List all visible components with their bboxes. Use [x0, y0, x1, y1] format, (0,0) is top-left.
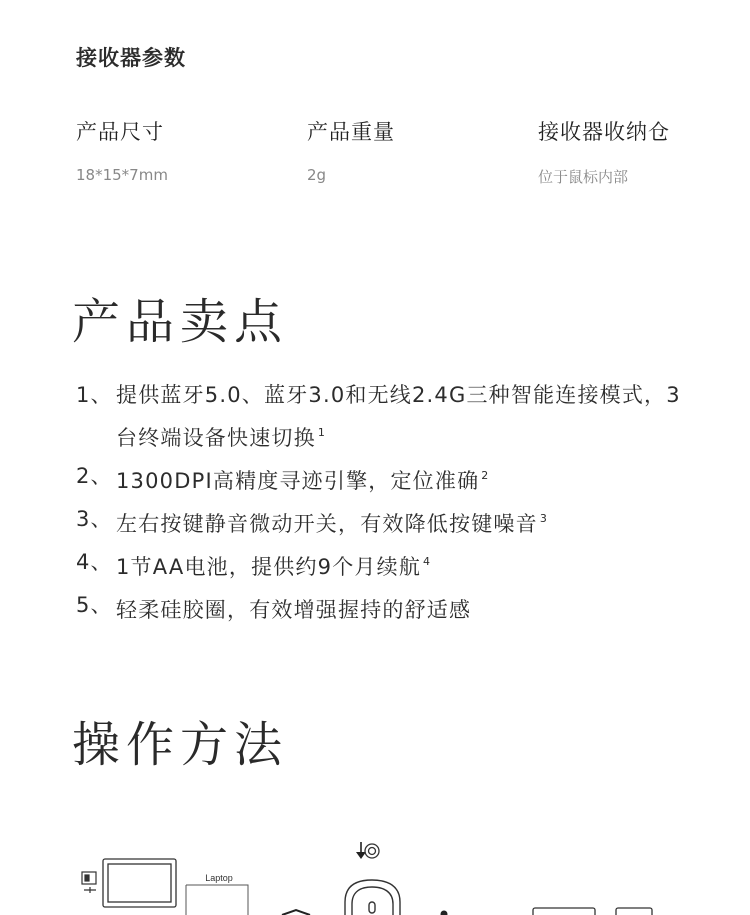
- power-button-icon: [365, 844, 379, 858]
- device-icon: [533, 908, 652, 915]
- spec-storage: [538, 116, 750, 187]
- item-text: 1300DPI高精度寻迹引擎，定位准确: [116, 469, 480, 493]
- arrow-decor: [282, 910, 447, 915]
- list-item: [76, 543, 696, 586]
- item-number: 1、: [76, 383, 113, 407]
- operation-heading: 操作方法: [72, 717, 289, 773]
- footnote-marker: 1: [317, 426, 327, 439]
- spec-size: [76, 116, 296, 184]
- footnote-marker: 3: [539, 512, 549, 525]
- list-item: [76, 457, 696, 500]
- footnote-marker: 4: [423, 555, 432, 568]
- laptop-icon: [103, 859, 176, 907]
- spec-size-value: 18*15*7mm: [76, 166, 168, 184]
- item-number: 3、: [76, 507, 113, 531]
- item-number: 4、: [76, 550, 113, 574]
- footnote-marker: 2: [481, 469, 490, 482]
- usb-receiver-icon: [82, 872, 96, 893]
- item-number: 5、: [76, 593, 113, 617]
- connector-line: [186, 885, 248, 915]
- item-text: 轻柔硅胶圈，有效增强握持的舒适感: [116, 598, 472, 622]
- operation-diagram: [0, 830, 750, 915]
- list-item: [76, 500, 696, 543]
- mouse-icon: [345, 880, 400, 915]
- selling-points-list: [76, 376, 696, 629]
- spec-size-label: 产品尺寸: [76, 120, 164, 144]
- item-text: 左右按键静音微动开关，有效降低按键噪音: [116, 512, 538, 536]
- item-text: 1节AA电池，提供约9个月续航: [116, 555, 422, 579]
- item-number: 2、: [76, 464, 113, 488]
- spec-weight: [307, 116, 527, 184]
- spec-storage-value: 位于鼠标内部: [538, 168, 629, 186]
- laptop-label: Laptop: [205, 873, 233, 883]
- list-item: [76, 586, 696, 629]
- spec-weight-value: 2g: [307, 166, 327, 184]
- selling-points-heading: 产品卖点: [72, 294, 289, 350]
- item-text: 提供蓝牙5.0、蓝牙3.0和无线2.4G三种智能连接模式，3台终端设备快速切换: [116, 383, 681, 450]
- list-item: [76, 376, 696, 457]
- spec-weight-label: 产品重量: [307, 120, 395, 144]
- receiver-params-title: 接收器参数: [76, 46, 186, 70]
- spec-storage-label: 接收器收纳仓: [538, 120, 670, 144]
